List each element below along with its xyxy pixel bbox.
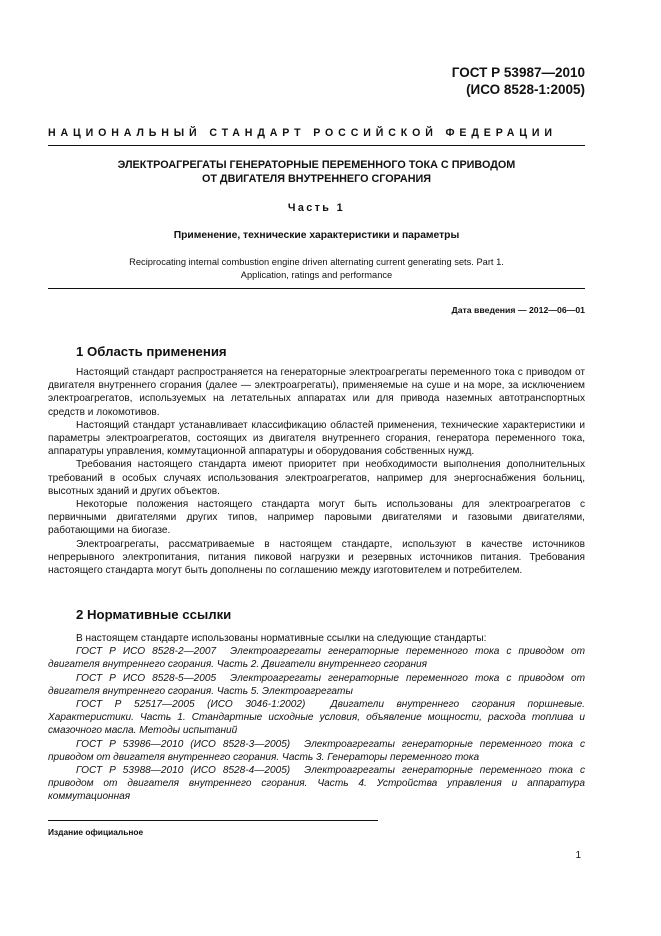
reference-code: ГОСТ Р 52517—2005 (ИСО 3046-1:2002) <box>76 699 306 711</box>
iso-number: (ИСО 8528-1:2005) <box>466 82 585 97</box>
reference-item <box>48 672 585 698</box>
paragraph: Электроагрегаты, рассматриваемые в настоящем стандарте, используют в качестве источников непрерывного электропитания, питания пиковой нагрузки и резервных источников питания. Требования настоящего стандарта могут быть дополнены по соглашению между изготовителем и потребителем. <box>48 538 585 577</box>
reference-item <box>48 698 585 738</box>
paragraph: Настоящий стандарт устанавливает классификацию областей применения, технические характеристики и параметры электроагрегатов, состоящих из двигателя внутреннего сгорания, генератора переменного тока, аппаратуры управления, коммутационной аппаратуры и оборудования собственных нужд. <box>48 419 585 458</box>
reference-item <box>48 764 585 804</box>
reference-code: ГОСТ Р ИСО 8528-2—2007 <box>76 646 217 658</box>
references-intro: В настоящем стандарте использованы нормативные ссылки на следующие стандарты: <box>76 633 487 644</box>
reference-text: Электроагрегаты генераторные переменного тока с приводом от двигателя внутреннего сгорания. Часть 2. Двигатели внутреннего сгорания <box>48 646 585 671</box>
document-title-line-1: ЭЛЕКТРОАГРЕГАТЫ ГЕНЕРАТОРНЫЕ ПЕРЕМЕННОГО ТОКА С ПРИВОДОМ <box>117 159 516 171</box>
introduction-date: Дата введения — 2012—06—01 <box>451 305 585 315</box>
footer-divider <box>48 820 378 821</box>
english-title-line-2: Application, ratings and performance <box>240 270 393 280</box>
standard-number: ГОСТ Р 53987—2010 <box>451 65 585 80</box>
reference-text: Двигатели внутреннего сгорания поршневые. Характеристики. Часть 1. Стандартные исходные условия, объявление мощности, расхода топлива и смазочного масла. Методы испытаний <box>48 699 585 737</box>
paragraph: Требования настоящего стандарта имеют приоритет при необходимости выполнения дополнительных требований в особых случаях использования электроагрегатов, например для энергоснабжения больниц, высотных зданий и других объектов. <box>48 459 585 497</box>
reference-item <box>48 645 585 671</box>
reference-text: Электроагрегаты генераторные переменного тока с приводом от двигателя внутреннего сгорания. Часть 5. Электроагрегаты <box>48 672 585 697</box>
english-title-line-1: Reciprocating internal combustion engine driven alternating current generating sets. Part 1. <box>129 257 504 267</box>
reference-code: ГОСТ Р 53988—2010 (ИСО 8528-4—2005) <box>76 765 291 777</box>
title-divider <box>48 288 585 289</box>
section-2-title: 2 Нормативные ссылки <box>76 607 232 622</box>
reference-text: Электроагрегаты генераторные переменного тока с приводом от двигателя внутреннего сгорания. Часть 3. Генераторы переменного тока <box>48 738 585 763</box>
reference-text: Электроагрегаты генераторные переменного тока с приводом от двигателя внутреннего сгорания. Часть 4. Устройства управления и аппаратура коммутационная <box>48 765 585 803</box>
reference-code: ГОСТ Р ИСО 8528-5—2005 <box>76 672 217 684</box>
edition-label: Издание официальное <box>48 827 144 837</box>
section-1-body <box>48 366 585 577</box>
part-label: Часть 1 <box>287 202 346 214</box>
header-divider <box>48 145 585 146</box>
paragraph: Некоторые положения настоящего стандарта могут быть использованы для электроагрегатов с первичными двигателями других типов, например паровыми двигателями и газовыми двигателями, работающими на биогазе. <box>48 499 585 537</box>
section-2-body <box>48 632 585 804</box>
national-standard-title: НАЦИОНАЛЬНЫЙ СТАНДАРТ РОССИЙСКОЙ ФЕДЕРАЦИИ <box>48 127 557 139</box>
paragraph: Настоящий стандарт распространяется на генераторные электроагрегаты переменного тока с приводом от двигателя внутреннего сгорания (далее — электроагрегаты), применяемые на суше и на море, за исключением электроагрегатов, используемых на летательных аппаратах или для привода наземных автотранспортных средств и локомотивов. <box>48 367 585 418</box>
document-title-line-2: ОТ ДВИГАТЕЛЯ ВНУТРЕННЕГО СГОРАНИЯ <box>201 173 432 185</box>
section-1-title: 1 Область применения <box>76 344 227 359</box>
document-title <box>48 158 585 186</box>
document-subtitle: Применение, технические характеристики и параметры <box>173 230 460 241</box>
page-number: 1 <box>575 850 581 861</box>
reference-code: ГОСТ Р 53986—2010 (ИСО 8528-3—2005) <box>76 738 291 750</box>
standard-number-block <box>452 64 585 98</box>
english-title <box>48 256 585 282</box>
reference-item <box>48 738 585 764</box>
